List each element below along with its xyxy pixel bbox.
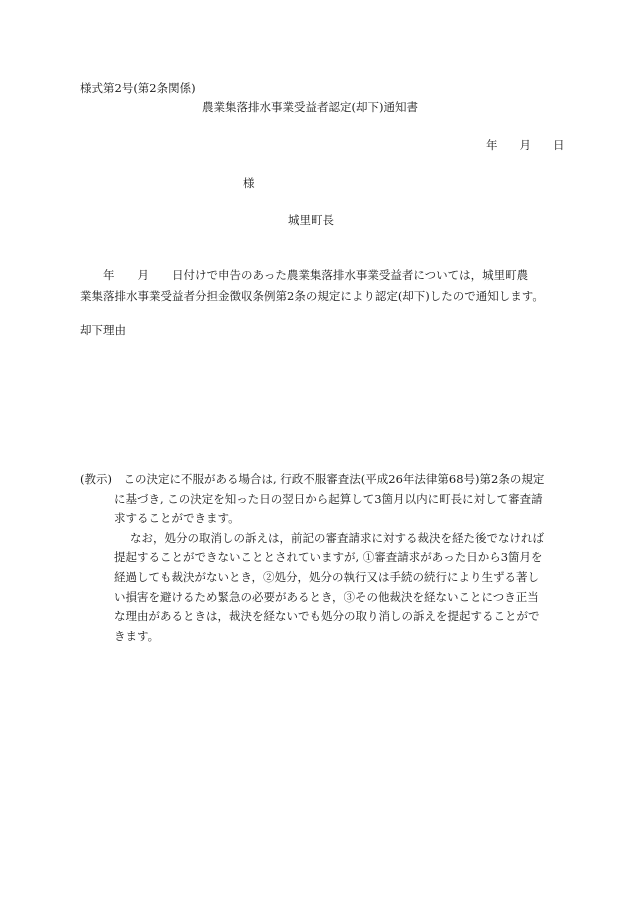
notice-line: 経過しても裁決がないとき，②処分，処分の執行又は手続の続行により生ずる著し [114, 569, 540, 584]
notice-line: 求することができます。 [114, 511, 240, 526]
date-line [464, 137, 565, 153]
issuer-name: 城里町長 [288, 213, 334, 227]
notice-line: な理由があるときは，裁決を経ないでも処分の取り消しの訴えを提起することがで [114, 609, 540, 624]
date-year: 年 [486, 138, 498, 152]
notice-line: い損害を避けるため緊急の必要があるとき，③その他裁決を経ないことにつき正当 [114, 589, 539, 604]
notice-line: (教示) この決定に不服がある場合は, 行政不服審査法(平成26年法律第68号)第2条の規定 [80, 472, 545, 486]
appeal-notice [80, 470, 550, 646]
notice-line: 提起することができないこととされていますが, ①審査請求があった日から3箇月を [114, 550, 543, 565]
notice-line: に基づき, この決定を知った日の翌日から起算して3箇月以内に町長に対して審査請 [114, 491, 543, 506]
addressee-honorific: 様 [243, 176, 255, 190]
date-day: 日 [553, 138, 565, 152]
notice-line: なお，処分の取消しの訴えは，前記の審査請求に対する裁決を経た後でなければ [130, 530, 544, 545]
document-title: 農業集落排水事業受益者認定(却下)通知書 [202, 100, 418, 114]
date-month: 月 [519, 138, 531, 152]
body-line-2: 業集落排水事業受益者分担金徴収条例第2条の規定により認定(却下)したので通知します。 [80, 289, 544, 303]
rejection-reason-label: 却下理由 [80, 323, 126, 337]
notification-body [80, 265, 550, 307]
body-line-1: 年 月 日付けで申告のあった農業集落排水事業受益者については，城里町農 [80, 268, 529, 282]
form-number-label: 様式第2号(第2条関係) [80, 81, 196, 95]
notice-line: きます。 [114, 628, 160, 643]
